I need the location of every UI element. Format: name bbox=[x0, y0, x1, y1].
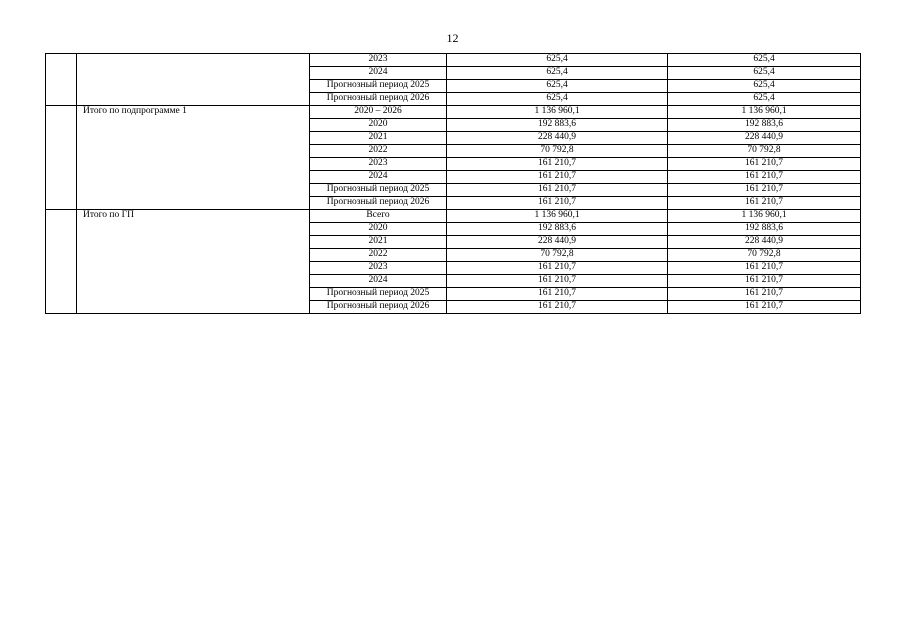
value-budget-cell: 625,4 bbox=[668, 80, 861, 93]
value-budget-cell: 228 440,9 bbox=[668, 236, 861, 249]
value-budget-cell: 161 210,7 bbox=[668, 171, 861, 184]
value-total-cell: 161 210,7 bbox=[447, 301, 668, 314]
period-cell: 2024 bbox=[310, 67, 447, 80]
value-budget-cell: 161 210,7 bbox=[668, 288, 861, 301]
row-number-cell bbox=[46, 106, 77, 210]
value-total-cell: 192 883,6 bbox=[447, 223, 668, 236]
value-total-cell: 161 210,7 bbox=[447, 262, 668, 275]
period-cell: Прогнозный период 2025 bbox=[310, 80, 447, 93]
period-cell: 2023 bbox=[310, 54, 447, 67]
value-budget-cell: 161 210,7 bbox=[668, 262, 861, 275]
section-title-cell: Итого по подпрограмме 1 bbox=[77, 106, 310, 210]
value-total-cell: 625,4 bbox=[447, 67, 668, 80]
value-budget-cell: 70 792,8 bbox=[668, 249, 861, 262]
value-budget-cell: 625,4 bbox=[668, 93, 861, 106]
value-total-cell: 625,4 bbox=[447, 80, 668, 93]
row-number-cell bbox=[46, 54, 77, 106]
period-cell: 2020 bbox=[310, 119, 447, 132]
value-budget-cell: 625,4 bbox=[668, 54, 861, 67]
period-cell: 2023 bbox=[310, 158, 447, 171]
table-row bbox=[46, 106, 861, 119]
section-title-cell: Итого по ГП bbox=[77, 210, 310, 314]
period-cell: 2022 bbox=[310, 249, 447, 262]
value-total-cell: 228 440,9 bbox=[447, 236, 668, 249]
budget-table bbox=[45, 53, 861, 314]
page-number: 12 bbox=[446, 31, 459, 45]
section-title-cell bbox=[77, 54, 310, 106]
value-budget-cell: 1 136 960,1 bbox=[668, 106, 861, 119]
value-total-cell: 1 136 960,1 bbox=[447, 106, 668, 119]
period-cell: 2024 bbox=[310, 275, 447, 288]
value-total-cell: 161 210,7 bbox=[447, 171, 668, 184]
period-cell: 2020 bbox=[310, 223, 447, 236]
value-budget-cell: 228 440,9 bbox=[668, 132, 861, 145]
value-total-cell: 161 210,7 bbox=[447, 158, 668, 171]
value-total-cell: 625,4 bbox=[447, 93, 668, 106]
period-cell: 2022 bbox=[310, 145, 447, 158]
period-cell: Всего bbox=[310, 210, 447, 223]
table-row bbox=[46, 54, 861, 67]
period-cell: Прогнозный период 2026 bbox=[310, 197, 447, 210]
budget-table-body bbox=[46, 54, 861, 314]
period-cell: Прогнозный период 2025 bbox=[310, 288, 447, 301]
table-row bbox=[46, 210, 861, 223]
value-budget-cell: 192 883,6 bbox=[668, 223, 861, 236]
period-cell: 2024 bbox=[310, 171, 447, 184]
period-cell: Прогнозный период 2026 bbox=[310, 93, 447, 106]
row-number-cell bbox=[46, 210, 77, 314]
value-total-cell: 1 136 960,1 bbox=[447, 210, 668, 223]
value-budget-cell: 625,4 bbox=[668, 67, 861, 80]
period-cell: 2020 – 2026 bbox=[310, 106, 447, 119]
value-total-cell: 192 883,6 bbox=[447, 119, 668, 132]
period-cell: 2021 bbox=[310, 132, 447, 145]
value-budget-cell: 161 210,7 bbox=[668, 197, 861, 210]
value-total-cell: 161 210,7 bbox=[447, 197, 668, 210]
value-budget-cell: 70 792,8 bbox=[668, 145, 861, 158]
value-total-cell: 625,4 bbox=[447, 54, 668, 67]
period-cell: 2021 bbox=[310, 236, 447, 249]
value-total-cell: 161 210,7 bbox=[447, 288, 668, 301]
period-cell: Прогнозный период 2026 bbox=[310, 301, 447, 314]
period-cell: 2023 bbox=[310, 262, 447, 275]
value-total-cell: 228 440,9 bbox=[447, 132, 668, 145]
value-total-cell: 161 210,7 bbox=[447, 275, 668, 288]
value-budget-cell: 161 210,7 bbox=[668, 275, 861, 288]
period-cell: Прогнозный период 2025 bbox=[310, 184, 447, 197]
value-budget-cell: 192 883,6 bbox=[668, 119, 861, 132]
value-budget-cell: 161 210,7 bbox=[668, 184, 861, 197]
value-budget-cell: 161 210,7 bbox=[668, 158, 861, 171]
value-total-cell: 161 210,7 bbox=[447, 184, 668, 197]
value-total-cell: 70 792,8 bbox=[447, 249, 668, 262]
value-budget-cell: 161 210,7 bbox=[668, 301, 861, 314]
value-total-cell: 70 792,8 bbox=[447, 145, 668, 158]
value-budget-cell: 1 136 960,1 bbox=[668, 210, 861, 223]
